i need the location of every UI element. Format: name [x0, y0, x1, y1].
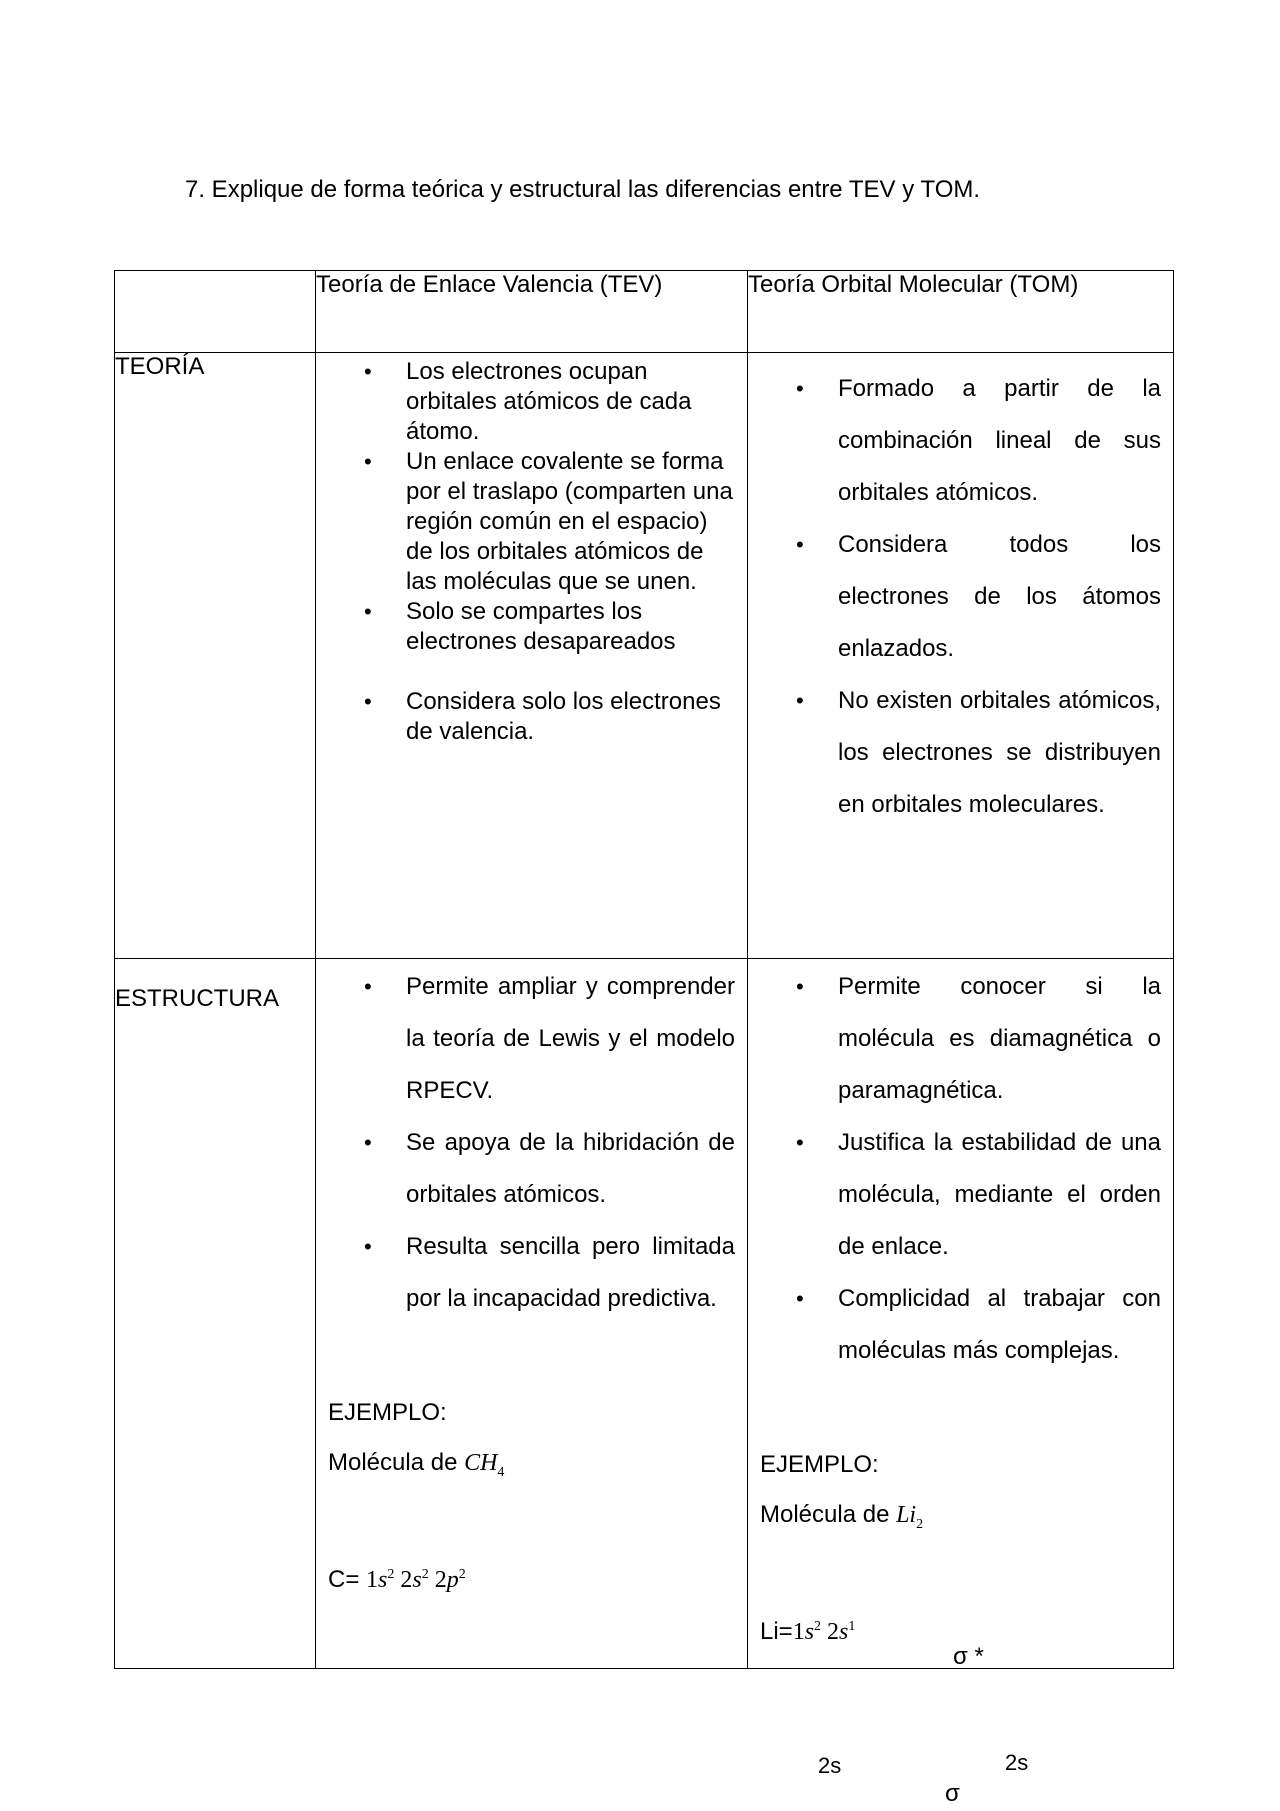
config-e: 2 [387, 1566, 395, 1582]
structure-tev-list [316, 959, 747, 1325]
config-n: 1 [366, 1566, 379, 1593]
molecule-prefix: Molécula de [760, 1501, 897, 1528]
sigma-label: σ [945, 1780, 960, 1807]
tom-example-config [760, 1615, 1173, 1644]
tom-example [748, 1453, 1173, 1644]
tev-example-title: EJEMPLO: [328, 1399, 447, 1426]
list-item: • Considera todos los electrones de los átomos enlazados. [748, 519, 1173, 675]
list-item: • Justifica la estabilidad de una molécula, mediante el orden de enlace. [748, 1117, 1173, 1273]
config-e: 2 [458, 1566, 466, 1582]
header-row [115, 271, 1174, 353]
theory-tev-list [316, 353, 747, 747]
config-n: 2 [400, 1566, 413, 1593]
structure-tom-list [748, 959, 1173, 1377]
config-n: 1 [792, 1618, 805, 1645]
list-item: • Los electrones ocupan orbitales atómicos de cada átomo. [316, 357, 747, 447]
config-e: 2 [814, 1618, 822, 1634]
header-tom: Teoría Orbital Molecular (TOM) [748, 271, 1174, 353]
config-e: 2 [421, 1566, 429, 1582]
list-item: • Formado a partir de la combinación lineal de sus orbitales atómicos. [748, 363, 1173, 519]
structure-row [115, 959, 1174, 1669]
config-n: 2 [434, 1566, 447, 1593]
config-n: 2 [827, 1618, 840, 1645]
formula [896, 1502, 924, 1532]
config-l: s [804, 1618, 815, 1645]
list-item: • Permite conocer si la molécula es diamagnética o paramagnética. [748, 961, 1173, 1117]
list-item: • Resulta sencilla pero limitada por la incapacidad predictiva. [316, 1221, 747, 1325]
theory-row [115, 353, 1174, 959]
list-item: • Un enlace covalente se forma por el traslapo (comparten una región común en el espacio) de los orbitales atómicos de las moléculas que se unen. [316, 447, 747, 597]
left-orbital-label: 2s [818, 1753, 842, 1778]
right-orbital-label: 2s [1005, 1750, 1029, 1775]
theory-tom-list [748, 353, 1173, 831]
header-tev: Teoría de Enlace Valencia (TEV) [316, 271, 748, 353]
list-item: • Considera solo los electrones de valencia. [316, 687, 747, 747]
config-l: s [378, 1566, 388, 1593]
header-empty-cell [115, 271, 316, 353]
tev-example-molecule [328, 1451, 747, 1485]
electron-config [366, 1567, 466, 1593]
theory-tom-cell [748, 353, 1174, 959]
formula-subscript: 4 [497, 1464, 505, 1480]
tom-example-molecule [760, 1503, 1173, 1537]
electron-config [793, 1619, 856, 1645]
config-prefix: C= [328, 1565, 367, 1593]
question-text: 7. Explique de forma teórica y estructural las diferencias entre TEV y TOM. [185, 176, 981, 203]
structure-label: ESTRUCTURA [115, 959, 316, 1669]
config-l: s [412, 1566, 422, 1593]
comparison-table [114, 270, 1174, 1669]
formula-base: CH [464, 1450, 498, 1476]
config-l: p [446, 1566, 459, 1593]
theory-label: TEORÍA [115, 353, 316, 959]
molecule-prefix: Molécula de [328, 1449, 465, 1476]
sigma-star-label: σ * [953, 1643, 984, 1670]
theory-tev-cell [316, 353, 748, 959]
list-item: • Permite ampliar y comprender la teoría de Lewis y el modelo RPECV. [316, 961, 747, 1117]
tom-example-title: EJEMPLO: [760, 1451, 879, 1478]
structure-tev-cell [316, 959, 748, 1669]
list-item: • Complicidad al trabajar con moléculas más complejas. [748, 1273, 1173, 1377]
formula-base: Li [896, 1502, 917, 1528]
formula [464, 1450, 505, 1480]
config-prefix: Li= [760, 1617, 793, 1645]
list-item: • Se apoya de la hibridación de orbitales atómicos. [316, 1117, 747, 1221]
config-l: s [839, 1618, 849, 1645]
list-item: • Solo se compartes los electrones desapareados [316, 597, 747, 657]
tev-example-config [328, 1563, 747, 1592]
config-e: 1 [848, 1618, 856, 1634]
list-item: • No existen orbitales atómicos, los electrones se distribuyen en orbitales moleculares. [748, 675, 1173, 831]
tev-example [316, 1401, 747, 1592]
structure-tom-cell [748, 959, 1174, 1669]
formula-subscript: 2 [916, 1516, 924, 1532]
